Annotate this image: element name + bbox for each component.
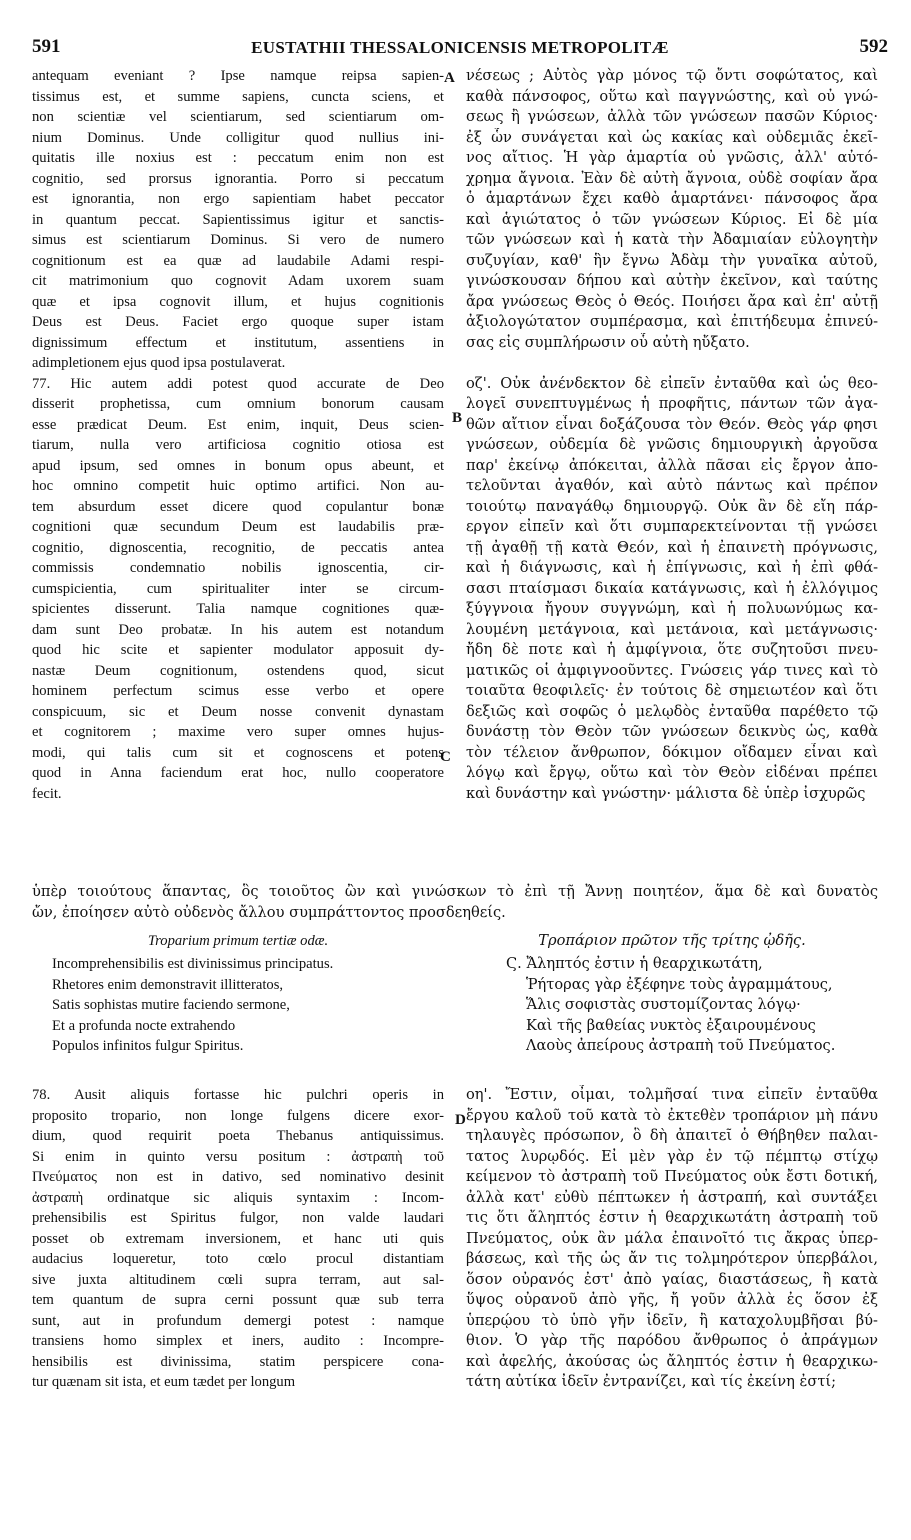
text-line: tem quantum de supra cerni possunt quæ sub terra xyxy=(32,1292,444,1308)
text-line: ὤν, ἐποίησεν αὐτὸ οὐδενὸς ἄλλου συμπράττοντος προσδεηθείς. xyxy=(32,903,506,921)
text-line: Incomprehensibilis est divinissimus principatus. xyxy=(52,956,334,972)
text-line: Si enim in quinto versu positum : ἀστραπὴ τοῦ xyxy=(32,1148,444,1165)
text-line xyxy=(466,353,878,374)
margin-marker-a: A xyxy=(444,70,455,86)
text-line: non scientiæ vel scientiarum, sed scientiarum om- xyxy=(32,109,444,125)
text-line: sunt, aut in profundum demergi potest : namque xyxy=(32,1312,444,1329)
text-line: adimpletionem ejus quod ipsa postulaverat. xyxy=(32,355,286,371)
text-line: tissimus est, et summe sapiens, cuncta sciens, et xyxy=(32,88,444,105)
text-line: spicientes disserunt. Talia namque cognitiones quæ- xyxy=(32,601,444,617)
text-line: tem absurdum esset dicere quod copulantur bonæ xyxy=(32,498,444,515)
greek-fullwidth-paragraph xyxy=(32,882,878,923)
text-line: Πνεύματος non est in dativo, sed nominativo desinit xyxy=(32,1169,444,1185)
text-line: ὑπερῴου τὸ ὑπὸ γῆν ἰδεῖν, ἢ καταχολυμβῆσαι βύ- xyxy=(466,1311,878,1329)
text-line: est ignorantia, non ergo sapientiam habet peccator xyxy=(32,191,444,207)
text-line: quitatis ille noxius est : peccatum enim non est xyxy=(32,150,444,166)
text-line: ἔργου καλοῦ τοῦ κατὰ τὸ ἐκτεθὲν τροπάριον μὴ πάνυ xyxy=(466,1106,878,1124)
text-line: τῇ ἀγαθῇ τῇ κατὰ Θεόν, καὶ ἡ ἐπαινετὴ πρόγνωσις, xyxy=(466,538,878,556)
text-line: θιον. Ὁ γὰρ τῆς παρόδου ἄνθρωπος ὁ ἀπράγμων xyxy=(466,1332,878,1349)
text-line: βάσεως, καὶ τῆς ὡς ἄν τις τολμηρότερον ὑπερβάλοι, xyxy=(466,1250,878,1267)
text-line: θῶν αἴτιον εἶναι δοξάζουσα τὸν Θεόν. Θεὸς γάρ φησι xyxy=(466,415,878,433)
running-title: EUSTATHII THESSALONICENSIS METROPOLITÆ xyxy=(251,38,669,57)
greek-troparium-heading: Τροπάριον πρῶτον τῆς τρίτης ᾠδῆς. xyxy=(538,932,806,949)
text-line: σεως ἢ γνώσεων, ἀλλὰ τῶν γνώσεων πασῶν Κύριος· xyxy=(466,108,878,125)
text-line: Et a profunda nocte extrahendo xyxy=(52,1017,236,1034)
text-line: hominem perfectum scimus esse verbo et opere xyxy=(32,683,444,699)
text-line: sive juxta altitudinem cœli supra terram, aut sal- xyxy=(32,1271,444,1288)
text-line: nium Dominus. Unde colligitur quod nullius ini- xyxy=(32,129,444,146)
text-line: καὶ ἡ διάγνωσις, καὶ ἡ ἐπίγνωσις, καὶ ἡ ἐπὶ φθά- xyxy=(466,559,878,576)
text-line: esse prædicat Deum. Est enim, inquit, Deus scien- xyxy=(32,416,444,433)
text-line: audacius loqueretur, toto cœlo procul distantiam xyxy=(32,1251,444,1267)
text-line: cumspicientia, cum spiritualiter inter se circum- xyxy=(32,580,444,597)
text-line: dam sunt Deo probatæ. In his autem est notandum xyxy=(32,621,444,638)
text-line: in quantum peccat. Sapientissimus igitur et sanctis- xyxy=(32,211,444,228)
greek-troparium xyxy=(466,928,878,1057)
text-line: τάτη αὐτίκα ἰδεῖν ἐντρανίζει, καὶ τίς ἐκείνη ἐστί; xyxy=(466,1373,837,1390)
text-line: cognitio, dignoscentia, recognitio, de peccatis antea xyxy=(32,539,444,556)
text-line: commissis condemnatio nobilis ignoscentia, cir- xyxy=(32,560,444,576)
text-line: χρημα ἄγνοια. Ἐὰν δὲ αὐτὴ ἄγνοια, οὐδὲ σοφίαν ἄρα xyxy=(466,169,878,187)
text-line: γνώσεων, οὐδεμία δὲ γνῶσις δημιουργικὴ ἀργοῦσα xyxy=(466,436,878,453)
text-line: λογεῖ συνεπτυγμένως ἡ προφῆτις, πάντων τῶν ἀγα- xyxy=(466,395,878,412)
text-line: Ῥήτορας γὰρ ἐξέφηνε τοὺς ἀγραμμάτους, xyxy=(526,975,833,993)
latin-troparium xyxy=(32,928,444,1057)
latin-column-bottom xyxy=(32,1085,444,1393)
text-line: σας εἰς συμπλήρωσιν οὗ αὐτὴ ηὔξατο. xyxy=(466,333,750,351)
text-line: hensibilis est divinissima, statim perspicere cona- xyxy=(32,1353,444,1370)
text-line: quod in Anna faciendum erat hoc, nullo cooperatore xyxy=(32,765,444,781)
text-line: εργον εἰπεῖν καὶ ὅτι συμπαρεκτείνονται τῇ γνώσει xyxy=(466,518,878,535)
text-line: cit matrimonium quo cognovit Adam uxorem suam xyxy=(32,273,444,289)
text-line: τῶν γνώσεων καὶ ἡ κατὰ τὴν Ἀδαμιαίαν εὐλογητὴν xyxy=(466,231,878,248)
text-line: ἄρα γνώσεως Θεὸς ὁ Θεός. Ποιήσει ἄρα καὶ ἐπ' αὐτῇ xyxy=(466,292,878,310)
text-line: antequam eveniant ? Ipse namque reipsa sapien- xyxy=(32,68,444,84)
text-line: δεξιῶς καὶ σοφῶς ὁ μελῳδὸς ἐνταῦθα παρέθετο τῷ xyxy=(466,702,878,720)
text-line: nastæ Deum cognitionum, ostendens quod, sicut xyxy=(32,662,444,679)
text-line: disserit prophetissa, cum omnium bonorum causam xyxy=(32,396,444,412)
text-line: τοιούτῳ παναγάθῳ δημιουργῷ. Οὐκ ἂν δὲ εἴη πάρ- xyxy=(466,497,878,515)
text-line: τατος λυρῳδός. Εἰ μὲν γὰρ ἐν τῷ πέμπτῳ στίχῳ xyxy=(466,1147,878,1165)
text-line: apud ipsum, sed omnes in bonum opus abeunt, et xyxy=(32,457,444,474)
text-line: Rhetores enim demonstravit illitteratos, xyxy=(52,976,284,993)
text-line: ὑπὲρ τοιούτους ἅπαντας, ὃς τοιοῦτος ὢν καὶ γινώσκων τὸ ἐπὶ τῇ Ἄννῃ ποιητέον, ἅμα δὲ καὶ δυνατὸς xyxy=(32,883,878,900)
text-line: Populos infinitos fulgur Spiritus. xyxy=(52,1038,244,1054)
text-line: proposito tropario, non longe fulgens dicere exor- xyxy=(32,1107,444,1124)
text-line: hoc omnino competit huic optimo artifici. Non au- xyxy=(32,478,444,494)
text-line: et cognitorem ; maxime vero super omnes hujus- xyxy=(32,724,444,740)
text-line: ἀλλὰ κατ' εὐθὺ πέπτωκεν ἡ ἀστραπή, καὶ συντάξει xyxy=(466,1188,878,1206)
text-line: καὶ δυνάστην καὶ γνώστην· μάλιστα δὲ ὑπὲρ ἰσχυρῶς xyxy=(466,784,866,802)
text-line: cognitio, sed prorsus ignorantia. Porro si peccatum xyxy=(32,170,444,187)
text-line: λουμένη μετάγνοια, καὶ μετάνοια, καὶ μετάγνωσις· xyxy=(466,620,878,638)
text-line: τελοῦνται ἀγαθόν, καὶ αὐτὸ πάντως καὶ πρέπον xyxy=(466,477,878,494)
text-line: ξύγγνοια ἤγουν συγγνώμη, καὶ ἡ πολυωνύμως κα- xyxy=(466,600,878,617)
text-line: παρ' ἐκείνῳ ἀπόκειται, ἀλλὰ πᾶσαι εἰς ἔργον ἀπο- xyxy=(466,456,878,474)
text-line: ὅσον οὐρανός ἐστ' ἀπὸ γαίας, διαστάσεως, ἢ κατὰ xyxy=(466,1270,878,1288)
text-line: Satis sophistas mutire faciendo sermone, xyxy=(52,997,290,1013)
text-line: transiens homo simplex et iners, audito : Incompre- xyxy=(32,1333,444,1349)
text-line: ματικῶς οἱ ἀμφιγνοοῦντες. Γνώσεις γάρ τινες καὶ τὸ xyxy=(466,661,878,679)
text-line: συζυγίαν, καθ' ἣν ἔγνω Ἀδὰμ τὴν γυναῖκα αὐτοῦ, xyxy=(466,251,878,269)
text-line: καὶ ἀφελής, ἀκούσας ὡς ἄληπτός ἐστιν ἡ θεαρχικω- xyxy=(466,1352,878,1370)
text-line: Λαοὺς ἀπείρους ἀστραπὴ τοῦ Πνεύματος. xyxy=(526,1037,836,1054)
text-line: posset ob extremam inversionem, et hanc uti quis xyxy=(32,1230,444,1247)
text-line: Ϛ. Ἄληπτός ἐστιν ἡ θεαρχικωτάτη, xyxy=(506,955,763,972)
text-line: quod hic scite et sapienter modulator apposuit dy- xyxy=(32,642,444,658)
text-line: ὕψος οὐρανοῦ ἀπὸ γῆς, ἤ γοῦν ἀλλὰ ἐς ὅσον ἐξ xyxy=(466,1291,878,1308)
text-line: νος αἴτιος. Ἡ γὰρ ἁμαρτία οὐ γνῶσις, ἀλλ' αὐτό- xyxy=(466,149,878,166)
text-line: 77. Hic autem addi potest quod accurate de Deo xyxy=(32,375,444,392)
text-line: prehensibilis est Spiritus fulgor, non valde laudari xyxy=(32,1210,444,1226)
text-line: ἐξ ὧν συνάγεται καὶ ὡς κακίας καὶ οὐδεμιᾶς ἐκεῖ- xyxy=(466,128,878,146)
greek-column-top xyxy=(466,66,878,804)
text-line: κείμενον τὸ ἀστραπὴ τοῦ Πνεύματος οὐκ ἔστι δοτική, xyxy=(466,1168,878,1185)
text-line: 78. Ausit aliquis fortasse hic pulchri operis in xyxy=(32,1087,444,1103)
margin-marker-b: B xyxy=(452,410,463,426)
text-line: τὸν τέλειον ἄνθρωπον, δόκιμον οἴδαμεν εἶναι καὶ xyxy=(466,743,878,761)
latin-troparium-verses xyxy=(32,954,444,1057)
text-line: Καὶ τῆς βαθείας νυκτὸς ἐξαιρουμένους xyxy=(526,1016,816,1034)
text-line: simus est scientiarum Dominus. Si vero de numero xyxy=(32,232,444,248)
text-line: cognitioni quæ secundum Deum est laudabilis præ- xyxy=(32,519,444,535)
text-line: Πνεύματος, οὐκ ἂν μάλα ἐπαινοῖτό τις ἄκρας ὑπερ- xyxy=(466,1229,878,1247)
text-line: ἤδη δὲ ποτε καὶ ἡ ἀμφίγνοια, ὅτε συζητοῦσι πνευ- xyxy=(466,641,878,658)
text-line: Ἅλις σοφιστὰς συστομίζοντας λόγῳ· xyxy=(526,996,801,1013)
text-line: ἀστραπὴ ordinatque sic aliquis syntaxim : Incom- xyxy=(32,1189,444,1206)
greek-troparium-verses xyxy=(466,954,878,1057)
text-line: dium, quod requirit poeta Thebanus antiquissimus. xyxy=(32,1128,444,1144)
text-line: καὶ ἁγιώτατος ὁ τῶν γνώσεων Κύριος. Εἰ δὲ μία xyxy=(466,210,878,228)
text-line: οζ'. Οὐκ ἀνένδεκτον δὲ εἰπεῖν ἐνταῦθα καὶ ὡς θεο- xyxy=(466,374,878,392)
text-line: Deus est Deus. Faciet ergo quoque super istam xyxy=(32,314,444,330)
text-line: τοιαῦτα θεοφιλεῖς· ἐν τούτοις δὲ σημειωτέον καὶ ὅτι xyxy=(466,682,878,699)
running-header xyxy=(32,36,888,60)
text-line: τηλαυγὲς πρόσωπον, ὃ δὴ ἀπαιτεῖ ὁ Θήβηθεν παλαι- xyxy=(466,1127,878,1144)
text-line: tiarum, nulla vero artificiosa cognitio otiosa est xyxy=(32,437,444,453)
text-line: τις ὅτι ἄληπτός ἐστιν ἡ θεαρχικωτάτη ἀστραπὴ τοῦ xyxy=(466,1209,878,1226)
greek-column-bottom xyxy=(466,1085,878,1393)
page-number-right: 592 xyxy=(859,36,888,57)
text-line: δυνάστῃ τὸν Θεὸν τῶν γνώσεων δεικνὺς ὡς, καθὰ xyxy=(466,723,878,740)
text-line: σασι πταίσμασι δικαία κατάγνωσις, καὶ ἡ ἐλλόγιμος xyxy=(466,579,878,597)
text-line: οη'. Ἔστιν, οἶμαι, τολμῆσαί τινα εἰπεῖν ἐνταῦθα xyxy=(466,1086,878,1103)
text-line: quæ et ipsa cognovit illum, et hujus cognitionis xyxy=(32,293,444,310)
text-line: modi, qui talis cum sit et cognoscens et potens xyxy=(32,744,444,761)
margin-marker-c: C xyxy=(440,749,451,765)
text-line: ὁ ἁμαρτάνων ἔχει καθὸ ἁμαρτάνει· πάνσοφος ἄρα xyxy=(466,190,878,207)
text-line: νέσεως ; Αὐτὸς γὰρ μόνος τῷ ὄντι σοφώτατος, καὶ xyxy=(466,67,878,84)
text-line: καθὰ πάνσοφος, οὕτω καὶ παγγνώστης, καὶ οὐ γνώ- xyxy=(466,87,878,105)
text-line: ἀξιολογώτατον συμπέρασμα, καὶ ἐπιτήδευμα ἐπινεύ- xyxy=(466,313,878,330)
page-number-left: 591 xyxy=(32,36,61,57)
text-line: conspicuum, sic et Deum nosse convenit dynastam xyxy=(32,703,444,720)
text-line: fecit. xyxy=(32,785,62,802)
text-line: dignissimum effectum et institutum, assentiens in xyxy=(32,334,444,351)
latin-column-top xyxy=(32,66,444,804)
text-line: cognitionum est ea quæ ad laudabile Adami respi- xyxy=(32,252,444,269)
text-line: λόγῳ καὶ ἔργῳ, οὕτω καὶ τὸν Θεὸν εἰδέναι πρέπει xyxy=(466,764,878,781)
text-line: γινώσκουσαν δήπου καὶ αὐτὴν ἐκεῖνον, καὶ ταύτης xyxy=(466,272,878,289)
latin-troparium-heading: Troparium primum tertiæ odæ. xyxy=(147,933,329,949)
text-line: tur quænam sit ista, et eum tædet per longum xyxy=(32,1374,296,1390)
margin-marker-d: D xyxy=(455,1112,466,1128)
